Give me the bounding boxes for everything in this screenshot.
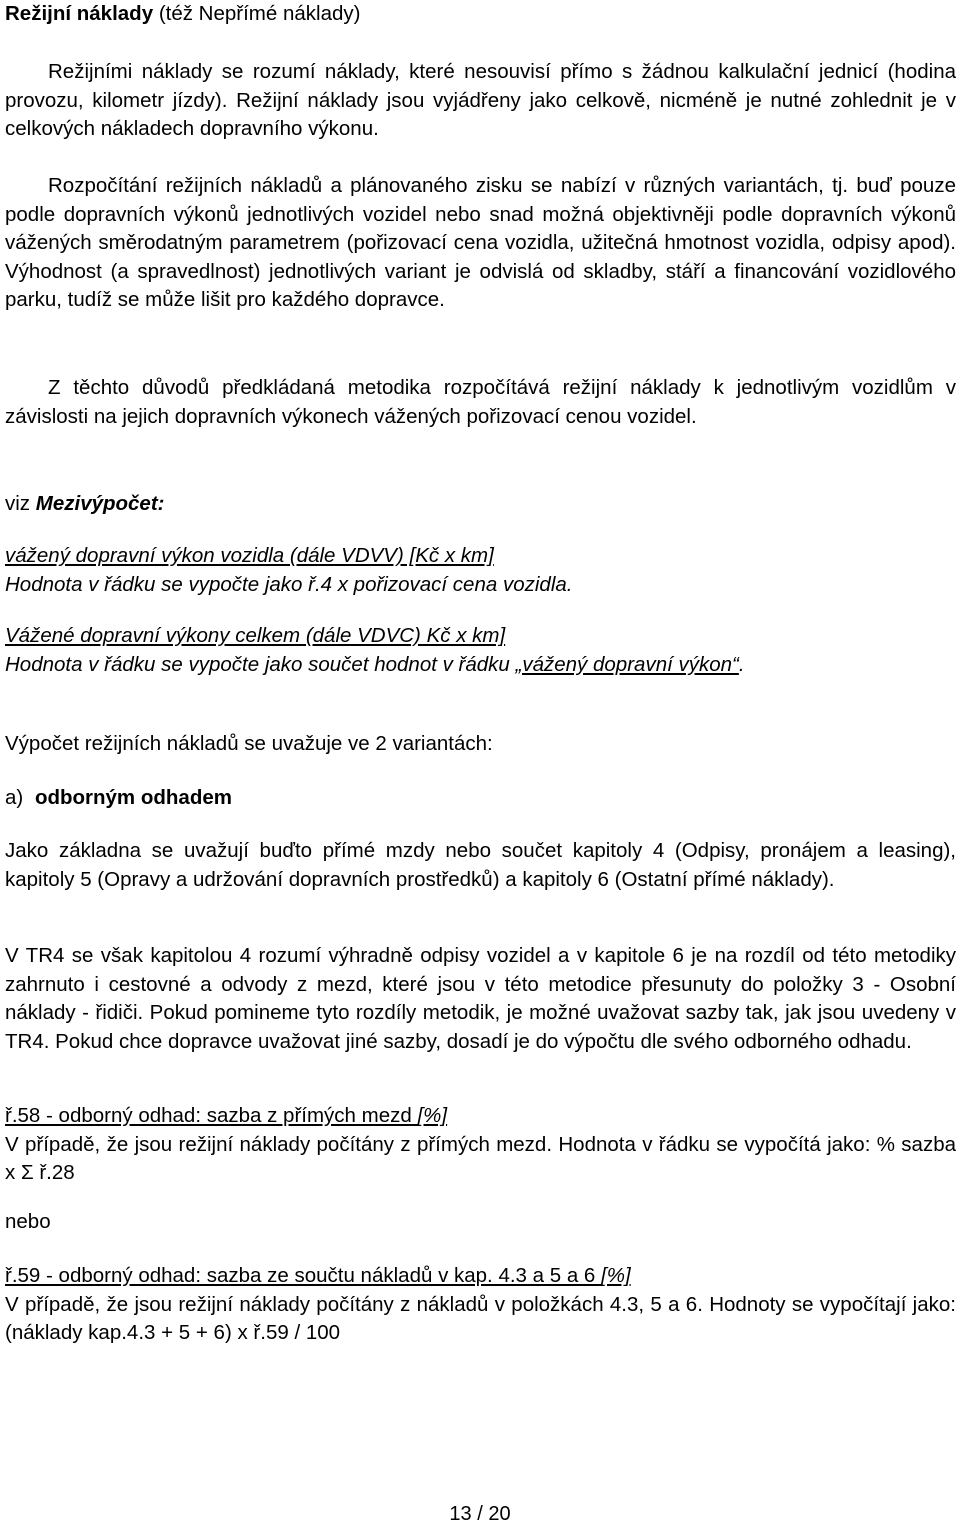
- paragraph-base: Jako základna se uvažují buďto přímé mzdy nebo součet kapitoly 4 (Odpisy, pronájem a leasing), kapitoly 5 (Opravy a udržování dopravních prostředků) a kapitoly 6 (Ostatní přímé náklady).: [5, 839, 956, 891]
- variant-a-label: odborným odhadem: [34, 786, 232, 809]
- vdvc-title: Vážené dopravní výkony celkem (dále VDVC) Kč x km]: [5, 624, 506, 647]
- paragraph-tr4: V TR4 se však kapitolou 4 rozumí výhradně odpisy vozidel a v kapitole 6 je na rozdíl od této metodiky zahrnuto i cestovné a odvody z mezd, které jsou v této metodice přesunuty do položky 3 - Osobní náklady - řidiči. Pokud pomineme tyto rozdíly metodik, je možné uvažovat sazby tak, jak jsou uvedeny v TR4. Pokud chce dopravce uvažovat jiné sazby, dosadí je do výpočtu dle svého odborného odhadu.: [5, 944, 956, 1053]
- section-heading: [5, 0, 956, 29]
- vdvc-block: [5, 622, 956, 679]
- variant-a-marker: a): [5, 786, 24, 809]
- mezivypocet-label: Mezivýpočet:: [35, 492, 165, 515]
- page-number: 13 / 20: [449, 1503, 511, 1525]
- vdvc-text-end: .: [738, 652, 745, 676]
- r58-title-unit: [%]: [417, 1104, 448, 1127]
- vdvc-text: [5, 651, 956, 680]
- r59-block: [5, 1262, 956, 1348]
- heading-title: Režijní náklady: [5, 2, 154, 25]
- paragraph-methodology: Z těchto důvodů předkládaná metodika rozpočítává režijní náklady k jednotlivým vozidlům v závislosti na jejich dopravních výkonech vážených pořizovací cenou vozidel.: [5, 376, 956, 428]
- r58-block: [5, 1102, 956, 1188]
- paragraph-allocation-variants: Rozpočítání režijních nákladů a plánovaného zisku se nabízí v různých variantách, tj. buď pouze podle dopravních výkonů jednotlivých vozidel nebo snad možná objektivněji podle dopravních výkonů vážených směrodatným parametrem (pořizovací cena vozidla, užitečná hmotnost vozidla, odpisy apod). Výhodnost (a spravedlnost) jednotlivých variant je odvislá od skladby, stáří a financování vozidlového parku, tudíž se může lišit pro každého dopravce.: [5, 174, 956, 311]
- variant-a-heading: [5, 784, 956, 813]
- variants-intro: Výpočet režijních nákladů se uvažuje ve 2 variantách:: [5, 732, 493, 755]
- vdvc-text-start: Hodnota v řádku se vypočte jako součet hodnot v řádku: [5, 652, 516, 676]
- r59-text: V případě, že jsou režijní náklady počítány z nákladů v položkách 4.3, 5 a 6. Hodnoty se vypočítají jako: (náklady kap.4.3 + 5 + 6) x ř.59 / 100: [5, 1292, 956, 1344]
- vdvc-text-quote: „vážený dopravní výkon“: [515, 652, 739, 676]
- vdvv-title: vážený dopravní výkon vozidla (dále VDVV) [Kč x km]: [5, 544, 494, 567]
- r58-title-text: ř.58 - odborný odhad: sazba z přímých mezd: [5, 1104, 418, 1127]
- mezivypocet-reference: [5, 490, 956, 519]
- r59-title-text: ř.59 - odborný odhad: sazba ze součtu nákladů v kap. 4.3 a 5 a 6: [5, 1264, 602, 1287]
- r58-text: V případě, že jsou režijní náklady počítány z přímých mezd. Hodnota v řádku se vypočítá jako: % sazba x Σ ř.28: [5, 1132, 956, 1184]
- or-word: nebo: [5, 1210, 51, 1233]
- r58-title: [5, 1102, 956, 1131]
- r59-title-unit: [%]: [601, 1264, 631, 1287]
- paragraph-definition: Režijními náklady se rozumí náklady, které nesouvisí přímo s žádnou kalkulační jednicí (hodina provozu, kilometr jízdy). Režijní náklady jsou vyjádřeny jako celkově, nicméně je nutné zohlednit je v celkových nákladech dopravního výkonu.: [5, 60, 956, 140]
- vdvv-block: [5, 542, 956, 599]
- mezivypocet-prefix: viz: [5, 492, 31, 515]
- vdvv-text: Hodnota v řádku se vypočte jako ř.4 x pořizovací cena vozidla.: [5, 572, 573, 596]
- r59-title: [5, 1262, 956, 1291]
- heading-subtitle: (též Nepřímé náklady): [158, 2, 361, 25]
- document-page: [5, 0, 956, 1537]
